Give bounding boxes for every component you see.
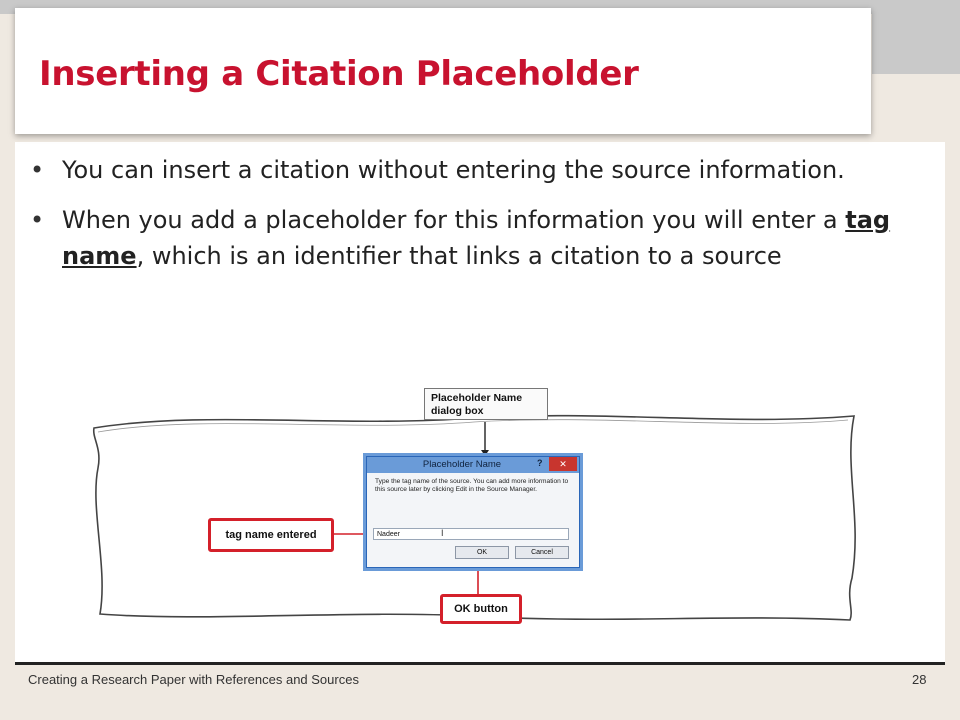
title-banner [15,8,871,134]
slide-title: Inserting a Citation Placeholder [39,54,639,94]
bullet-list [30,152,920,288]
dialog-instructions: Type the tag name of the source. You can add more information to this source later by clicking Edit in the Source Manager. [375,478,569,493]
bullet-text: You can insert a citation without entering the source information. [62,156,845,184]
bullet-text-after: , which is an identifier that links a citation to a source [136,242,782,270]
key-term: tag name [62,206,891,270]
footer-divider [15,662,945,665]
tag-name-input[interactable]: Nadeer [373,528,569,540]
tag-name-callout: tag name entered [208,518,334,552]
help-icon[interactable]: ? [537,458,543,468]
close-icon[interactable]: ✕ [549,457,577,471]
footer-caption: Creating a Research Paper with References and Sources [28,672,359,687]
bullet-text-before: When you add a placeholder for this information you will enter a [62,206,846,234]
ok-button[interactable]: OK [455,546,509,559]
bullet-icon: • [30,206,45,234]
bullet-item [30,152,920,188]
cancel-button[interactable]: Cancel [515,546,569,559]
ok-button-callout: OK button [440,594,522,624]
bullet-icon: • [30,156,45,184]
page-number: 28 [912,672,927,687]
bullet-item [30,202,920,274]
placeholder-name-dialog [366,456,580,568]
text-cursor-icon: I [441,528,444,538]
top-right-decor [872,0,960,74]
dialog-box-callout: Placeholder Name dialog box [424,388,548,420]
screenshot-figure [84,388,864,628]
dialog-title: Placeholder Name [422,459,502,470]
